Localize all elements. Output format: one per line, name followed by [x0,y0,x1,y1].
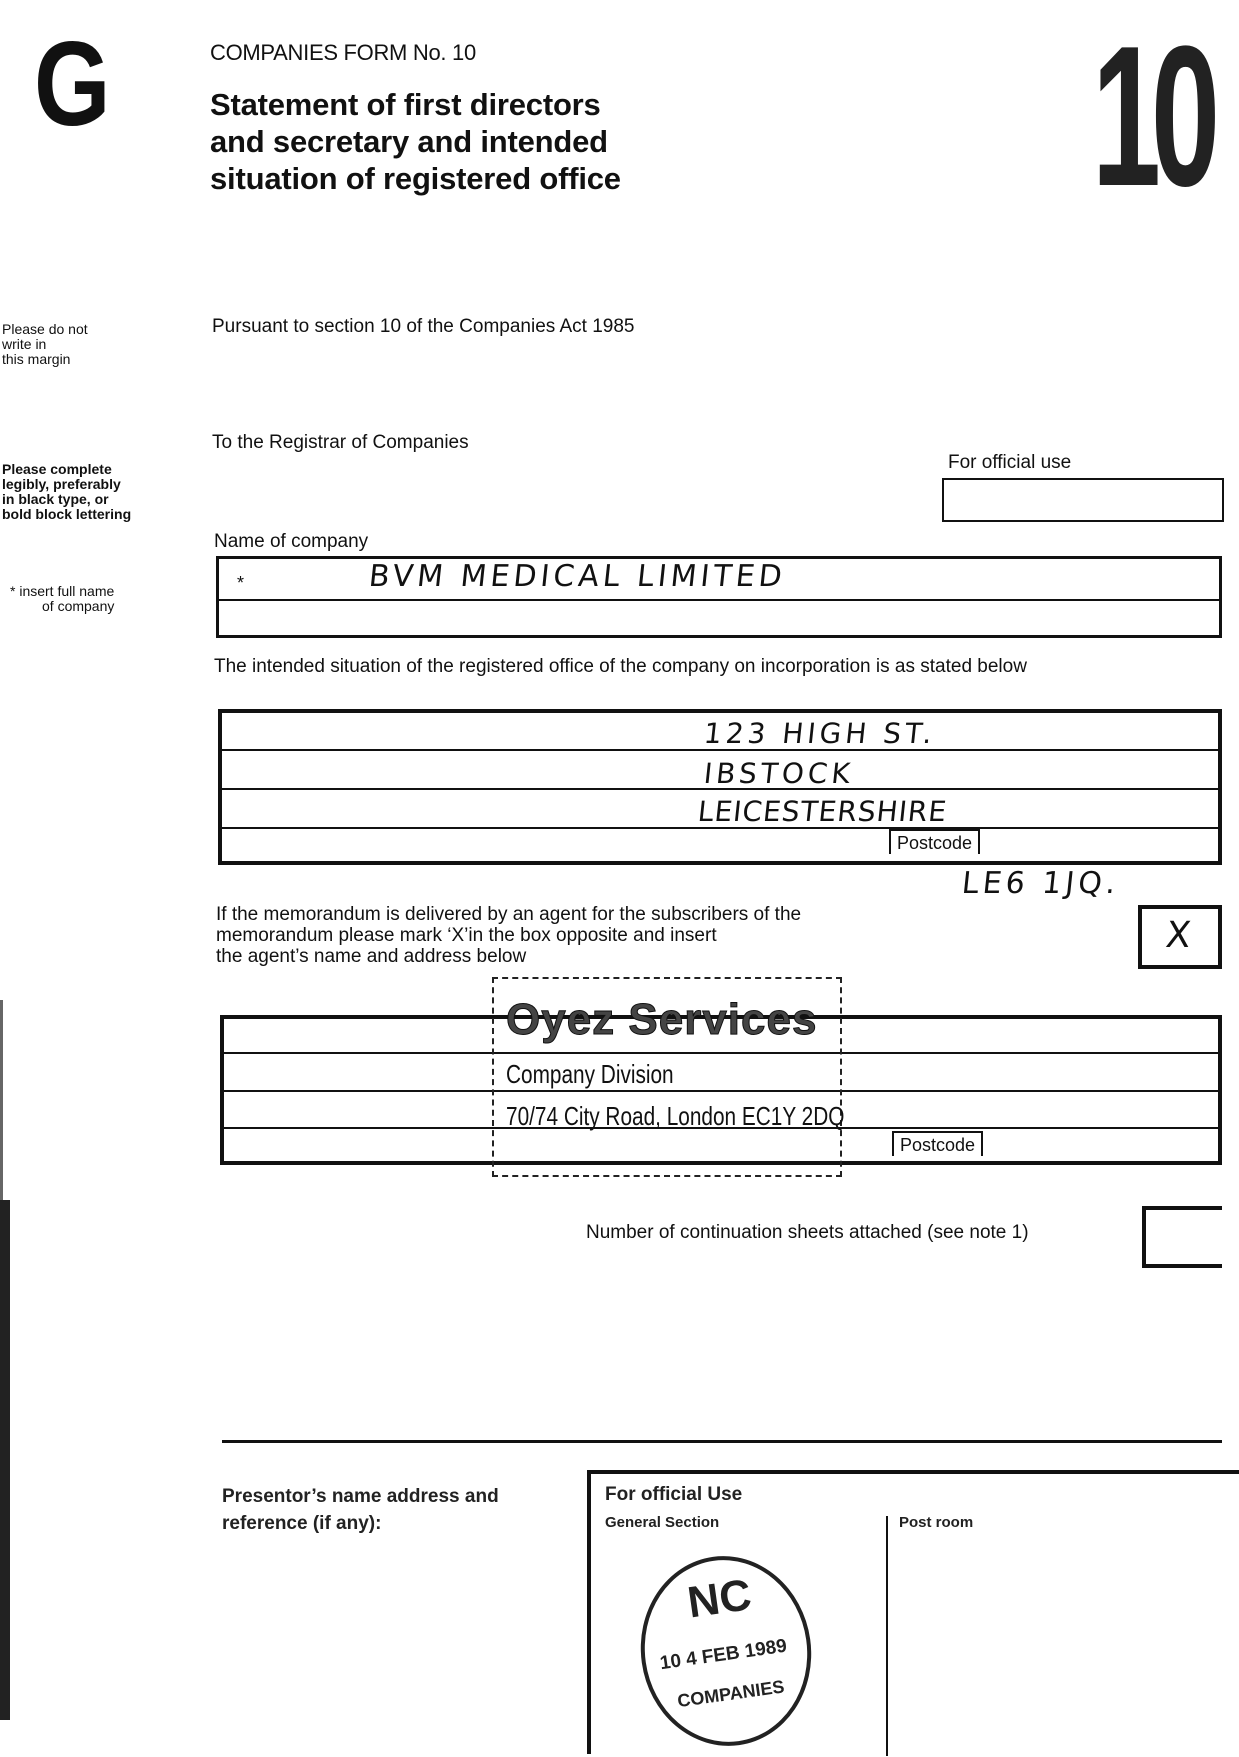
asterisk-marker: * [237,573,245,593]
note-line: write in [2,336,47,352]
agent-instructions [216,904,801,967]
bottom-official-use-box [587,1470,1239,1754]
pursuant-text: Pursuant to section 10 of the Companies Act 1985 [212,316,635,337]
scan-edge [0,0,12,1754]
note-line: Please do not [2,321,88,337]
agent-rubber-stamp [492,977,845,1177]
note-line: * insert full name [10,583,115,599]
form-number: COMPANIES FORM No. 10 [210,40,476,65]
registered-office-label: The intended situation of the registered office of the company on incorporation is as stated below [214,656,1027,677]
note-line: legibly, preferably [2,476,121,492]
form-badge-number: 10 [1092,5,1211,228]
agent-checkbox[interactable] [1138,905,1222,969]
address-line-2: IBSTOCK [702,757,856,790]
title-line: Statement of first directors [210,87,601,122]
form-series-logo: G [34,17,108,151]
note-line: bold block lettering [2,506,132,522]
presentor-label [222,1483,499,1537]
presentor-line: reference (if any): [222,1513,382,1534]
registered-office-field[interactable] [218,709,1222,865]
presentor-line: Presentor’s name address and [222,1486,499,1507]
stamp-top-text: NC [684,1570,755,1628]
company-name-label: Name of company [214,531,369,552]
instruction-line: If the memorandum is delivered by an agent for the subscribers of the [216,904,802,925]
title-line: and secretary and intended [210,124,608,159]
margin-note-insert-name [10,583,115,614]
instruction-line: the agent’s name and address below [216,946,527,967]
bottom-official-use-title: For official Use [605,1484,743,1505]
postcode-value: LE6 1JQ. [960,866,1122,901]
for-official-use-label: For official use [948,452,1072,473]
general-section-label: General Section [605,1514,720,1531]
company-name-field[interactable] [216,556,1222,638]
note-line: Please complete [2,461,112,477]
stamp-bottom-text: COMPANIES [676,1676,786,1712]
stamp-company-name: Oyez Services [506,995,818,1044]
note-line: this margin [2,351,71,367]
to-registrar-text: To the Registrar of Companies [212,432,469,453]
instruction-line: memorandum please mark ‘X’in the box opposite and insert [216,925,717,946]
postcode-label: Postcode [889,829,980,854]
note-line: in black type, or [2,491,109,507]
note-line: of company [42,598,115,614]
agent-postcode-label: Postcode [892,1131,983,1156]
continuation-label: Number of continuation sheets attached (see note 1) [586,1222,1029,1243]
stamp-date-text: 10 4 FEB 1989 [658,1635,789,1675]
margin-note-do-not-write [2,322,88,367]
footer-divider [222,1440,1222,1443]
form-title [210,86,621,197]
title-line: situation of registered office [210,161,621,196]
stamp-division: Company Division [506,1059,674,1089]
margin-note-complete-legibly [2,462,131,522]
address-line-1: 123 HIGH ST. [702,717,938,750]
checkbox-mark: X [1163,915,1193,956]
stamp-address: 70/74 City Road, London EC1Y 2DQ [506,1101,845,1131]
continuation-count-field[interactable] [1142,1206,1222,1268]
company-name-value: BVM MEDICAL LIMITED [367,559,788,594]
official-use-box[interactable] [942,478,1224,522]
received-date-stamp [629,1545,824,1757]
post-room-label: Post room [899,1514,974,1531]
address-line-3: LEICESTERSHIRE [696,795,949,828]
